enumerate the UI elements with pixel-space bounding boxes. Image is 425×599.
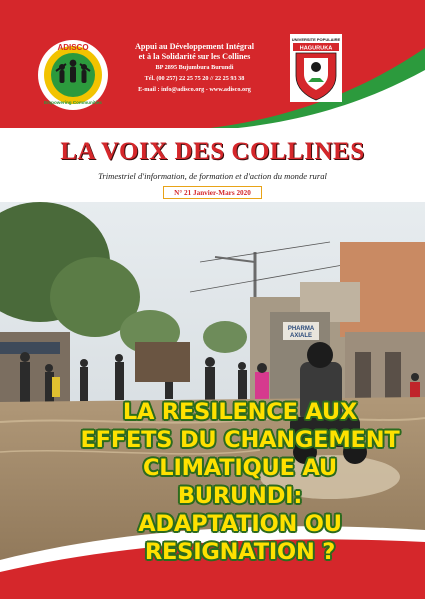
title-band [0,128,425,202]
haguruka-logo [290,34,342,102]
cover-header [0,0,425,128]
shop-sign-line-1: PHARMA [287,326,315,332]
shop-sign-line-2: AXIALE [289,333,313,339]
headline-line-4: ADAPTATION OU [138,511,342,537]
contact-line-org-2: et à la Solidarité sur les Collines [138,52,251,61]
issue-number: N° 21 Janvier-Mars 2020 [163,186,262,199]
headline-line-1: LA RESILENCE AUX [122,399,358,425]
adisco-logo-name: ADISCO [57,43,89,52]
magazine-tagline: Trimestriel d'information, de formation et d'action du monde rural [98,171,327,181]
adisco-logo [36,38,110,112]
contact-line-org: Appui au Développement Intégral [135,42,254,51]
headline-line-2: EFFETS DU CHANGEMENT [80,427,400,453]
headline-line-5: RESIGNATION ? [144,539,336,565]
contact-line-address: BP 2895 Bujumbura Burundi [155,64,234,71]
magazine-title: LA VOIX DES COLLINES [60,138,365,165]
adisco-logo-subtitle: Empowering Communities [44,100,102,105]
cover-headline [80,398,400,566]
haguruka-logo-name: HAGURUKA [299,45,333,52]
contact-line-phone: Tél. (00 257) 22 25 75 20 // 22 25 93 38 [144,75,245,82]
headline-line-3: CLIMATIQUE AU BURUNDI: [143,455,337,509]
contact-block [112,42,277,95]
haguruka-logo-caption: UNIVERSITE POPULAIRE [291,37,341,42]
contact-line-email: E-mail : info@adisco.org - www.adisco.org [138,86,251,93]
